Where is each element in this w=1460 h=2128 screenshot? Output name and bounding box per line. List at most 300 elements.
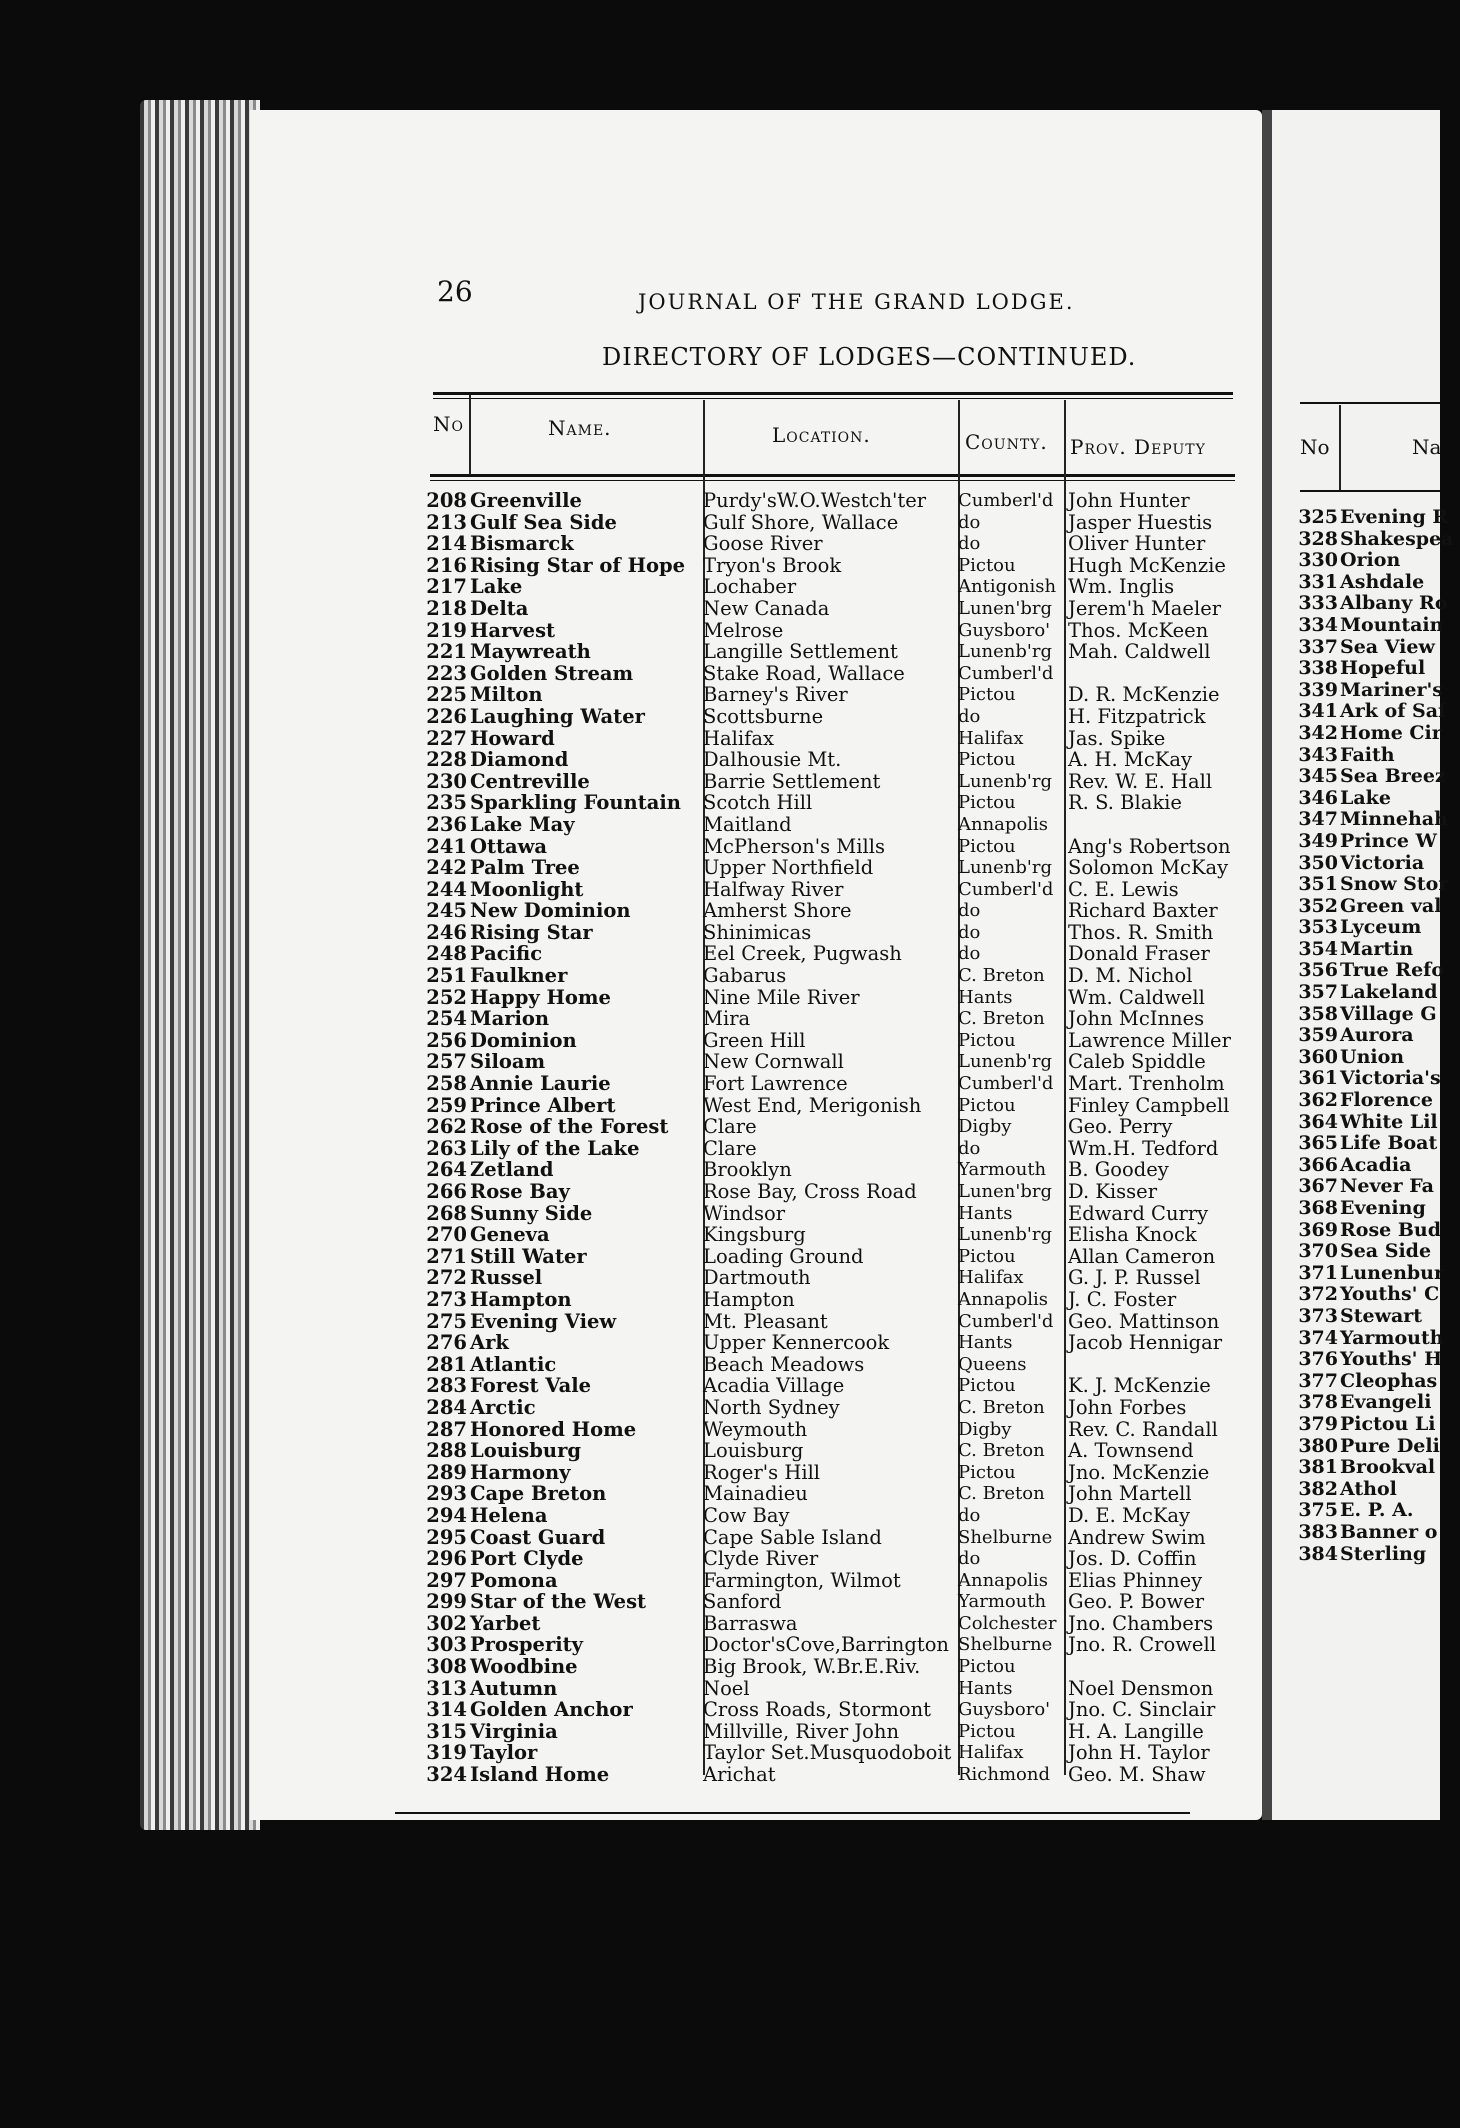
lodge-number: 252 (426, 985, 467, 1009)
lodge-deputy: Elisha Knock (1068, 1223, 1197, 1247)
lodge-county: Annapolis (958, 1569, 1049, 1591)
lodge-deputy: Andrew Swim (1068, 1525, 1206, 1549)
lodge-number: 213 (426, 510, 467, 534)
lodge-location: Barrie Settlement (703, 769, 881, 793)
right-header-rule (1300, 402, 1440, 404)
lodge-number: 226 (426, 704, 467, 728)
col-header-name: Name. (548, 416, 612, 440)
lodge-location: Acadia Village (703, 1374, 845, 1398)
lodge-number: 288 (426, 1439, 467, 1463)
header-top-rule (433, 392, 1233, 395)
right-lodge-number: 374 (1298, 1326, 1338, 1349)
right-column-no (1292, 507, 1338, 1565)
right-lodge-name: Never Fa (1340, 1175, 1434, 1198)
lodge-name: Dominion (470, 1028, 577, 1052)
right-lodge-name: Sea Side (1340, 1240, 1432, 1263)
lodge-deputy (1068, 1656, 1258, 1678)
lodge-location: Noel (703, 1676, 750, 1700)
right-col-divider (1339, 405, 1341, 490)
column-county (958, 490, 1068, 1786)
lodge-deputy: G. J. P. Russel (1068, 1266, 1201, 1290)
lodge-number: 283 (426, 1374, 467, 1398)
lodge-name: Russel (470, 1266, 543, 1290)
lodge-name: Annie Laurie (470, 1072, 611, 1096)
lodge-county: Hants (958, 986, 1013, 1008)
lodge-number: 295 (426, 1525, 467, 1549)
lodge-name: Centreville (470, 769, 590, 793)
lodge-county: Pictou (958, 1720, 1016, 1742)
lodge-number: 276 (426, 1331, 467, 1355)
right-lodge-name: Youths' H (1340, 1348, 1443, 1371)
lodge-location: Big Brook, W.Br.E.Riv. (703, 1655, 921, 1679)
lodge-name: Bismarck (470, 532, 574, 556)
lodge-name: Pomona (470, 1568, 558, 1592)
lodge-location: Cape Sable Island (703, 1525, 882, 1549)
lodge-deputy: H. Fitzpatrick (1068, 704, 1206, 728)
book-gutter (1262, 110, 1272, 1820)
lodge-county: Annapolis (958, 813, 1049, 835)
lodge-location: West End, Merigonish (703, 1093, 922, 1117)
right-lodge-number: 338 (1298, 657, 1338, 680)
lodge-name: Ark (470, 1331, 509, 1355)
lodge-deputy: D. Kisser (1068, 1180, 1158, 1203)
lodge-number: 294 (426, 1503, 467, 1527)
right-lodge-number: 346 (1298, 786, 1338, 809)
lodge-county: Annapolis (958, 1288, 1049, 1310)
lodge-deputy: Richard Baxter (1068, 899, 1218, 923)
lodge-number: 275 (426, 1309, 467, 1333)
right-lodge-name: Cleophas (1340, 1369, 1438, 1392)
right-lodge-number: 360 (1298, 1045, 1338, 1068)
right-lodge-number: 358 (1298, 1002, 1338, 1025)
right-lodge-name: Village G (1340, 1002, 1437, 1025)
lodge-location: Millville, River John (703, 1719, 900, 1743)
right-lodge-name: Rose Bud (1340, 1218, 1442, 1241)
lodge-location: Amherst Shore (703, 899, 852, 923)
lodge-location: Clare (703, 1115, 757, 1139)
lodge-location: Loading Ground (703, 1244, 864, 1268)
lodge-deputy: Donald Fraser (1068, 942, 1210, 966)
right-lodge-name: Faith (1340, 743, 1395, 766)
right-lodge-name: Youths' C (1340, 1283, 1440, 1306)
lodge-deputy: John McInnes (1068, 1007, 1205, 1031)
lodge-deputy: Lawrence Miller (1068, 1028, 1231, 1052)
lodge-county: Pictou (958, 1461, 1016, 1483)
right-lodge-number: 372 (1298, 1283, 1338, 1306)
lodge-name: Golden Stream (470, 661, 634, 685)
lodge-location: Roger's Hill (703, 1460, 821, 1484)
lodge-number: 272 (426, 1266, 467, 1290)
lodge-county: Pictou (958, 1094, 1016, 1116)
lodge-name: Moonlight (470, 877, 584, 901)
lodge-deputy: K. J. McKenzie (1068, 1374, 1211, 1398)
right-lodge-number: 334 (1298, 613, 1338, 636)
right-lodge-number: 384 (1298, 1542, 1338, 1565)
lodge-location: Arichat (703, 1763, 776, 1787)
right-lodge-name: Mariner's (1340, 678, 1443, 701)
lodge-deputy: Edward Curry (1068, 1201, 1209, 1225)
lodge-deputy: Allan Cameron (1068, 1244, 1216, 1268)
lodge-county: C. Breton (958, 1008, 1045, 1030)
lodge-name: Lake May (470, 812, 575, 836)
lodge-number: 257 (426, 1050, 467, 1074)
right-lodge-number: 341 (1298, 700, 1338, 723)
lodge-county: C. Breton (958, 1483, 1045, 1505)
lodge-deputy: H. A. Langille (1068, 1719, 1204, 1743)
lodge-county: Cumberl'd (958, 1310, 1054, 1332)
lodge-number: 246 (426, 920, 467, 944)
right-lodge-number: 331 (1298, 570, 1338, 593)
col-header-county: County. (965, 430, 1048, 454)
right-lodge-name: True Refo (1340, 959, 1445, 982)
lodge-deputy: John Hunter (1068, 489, 1190, 512)
right-lodge-number: 339 (1298, 678, 1338, 701)
lodge-name: Prosperity (470, 1633, 583, 1657)
lodge-number: 258 (426, 1072, 467, 1096)
lodge-number: 242 (426, 856, 467, 880)
lodge-name: Rising Star of Hope (470, 553, 686, 577)
lodge-name: Pacific (470, 942, 543, 966)
right-lodge-number: 369 (1298, 1218, 1338, 1241)
right-lodge-name: Aurora (1340, 1024, 1414, 1047)
right-lodge-name: Victoria (1340, 851, 1425, 874)
lodge-location: Green Hill (703, 1028, 806, 1052)
lodge-county: do (958, 921, 981, 943)
column-location (703, 490, 953, 1786)
right-lodge-name: Lake (1340, 786, 1391, 809)
lodge-county: Lunenb'rg (958, 1224, 1052, 1246)
lodge-number: 217 (426, 575, 467, 599)
lodge-location: Goose River (703, 532, 823, 556)
lodge-number: 293 (426, 1482, 467, 1506)
page-number: 26 (437, 275, 473, 308)
right-lodge-number: 325 (1298, 506, 1338, 528)
right-lodge-number: 381 (1298, 1456, 1338, 1479)
lodge-number: 241 (426, 834, 467, 858)
right-lodge-number: 359 (1298, 1024, 1338, 1047)
lodge-name: Diamond (470, 748, 569, 772)
lodge-number: 223 (426, 661, 467, 685)
lodge-name: Still Water (470, 1244, 587, 1268)
lodge-name: Howard (470, 726, 555, 750)
right-lodge-name: Athol (1340, 1477, 1397, 1500)
lodge-deputy: Oliver Hunter (1068, 532, 1206, 556)
lodge-deputy: Mah. Caldwell (1068, 640, 1211, 664)
lodge-county: Halifax (958, 1742, 1024, 1764)
lodge-name: Harmony (470, 1460, 571, 1484)
lodge-location: Clyde River (703, 1547, 819, 1571)
lodge-name: Autumn (470, 1676, 558, 1700)
lodge-deputy: D. R. McKenzie (1068, 683, 1220, 707)
right-lodge-name: Albany Ro (1340, 592, 1448, 615)
lodge-number: 313 (426, 1676, 467, 1700)
right-lodge-name: Florence (1340, 1089, 1433, 1112)
lodge-name: Yarbet (470, 1611, 541, 1635)
header-bottom-rule-thin (430, 480, 1235, 481)
lodge-number: 230 (426, 769, 467, 793)
lodge-name: New Dominion (470, 899, 631, 923)
lodge-deputy: Mart. Trenholm (1068, 1072, 1225, 1096)
right-col-header-name: Na (1412, 435, 1442, 459)
right-lodge-name: Snow Stor (1340, 873, 1449, 896)
lodge-name: Evening View (470, 1309, 617, 1333)
right-lodge-number: 365 (1298, 1132, 1338, 1155)
lodge-number: 214 (426, 532, 467, 556)
lodge-name: Harvest (470, 618, 556, 642)
lodge-deputy: Jno. C. Sinclair (1068, 1698, 1216, 1722)
lodge-county: do (958, 1548, 981, 1570)
lodge-location: Barraswa (703, 1611, 798, 1635)
lodge-county: Digby (958, 1418, 1012, 1440)
lodge-name: Island Home (470, 1763, 610, 1787)
lodge-name: Hampton (470, 1287, 572, 1311)
lodge-number: 263 (426, 1136, 467, 1160)
right-lodge-number: 380 (1298, 1434, 1338, 1457)
lodge-county: do (958, 943, 981, 965)
col-header-no: No (433, 412, 464, 436)
lodge-deputy: Jas. Spike (1068, 726, 1166, 750)
lodge-location: Halifax (703, 726, 774, 750)
lodge-number: 299 (426, 1590, 467, 1614)
lodge-name: Ottawa (470, 834, 548, 858)
right-lodge-name: Pictou Li (1340, 1412, 1436, 1435)
lodge-location: Dalhousie Mt. (703, 748, 842, 772)
lodge-county: Guysboro' (958, 1699, 1051, 1721)
lodge-county: Digby (958, 1116, 1012, 1138)
lodge-location: Weymouth (703, 1417, 808, 1441)
lodge-location: Mainadieu (703, 1482, 808, 1506)
lodge-number: 281 (426, 1352, 467, 1376)
lodge-number: 302 (426, 1611, 467, 1635)
lodge-deputy: Rev. W. E. Hall (1068, 769, 1213, 793)
right-lodge-name: Acadia (1340, 1153, 1412, 1176)
lodge-number: 236 (426, 812, 467, 836)
lodge-county: Queens (958, 1353, 1027, 1375)
right-lodge-name: Ashdale (1340, 570, 1425, 593)
lodge-deputy: Ang's Robertson (1068, 834, 1231, 858)
lodge-deputy: Wm. Inglis (1068, 575, 1175, 599)
right-lodge-number: 368 (1298, 1197, 1338, 1219)
lodge-county: Pictou (958, 1029, 1016, 1051)
lodge-name: Rose Bay (470, 1180, 570, 1203)
lodge-county: Hants (958, 1202, 1013, 1224)
lodge-county: C. Breton (958, 1396, 1045, 1418)
lodge-deputy: R. S. Blakie (1068, 791, 1182, 815)
right-lodge-number: 328 (1298, 527, 1338, 550)
lodge-number: 227 (426, 726, 467, 750)
lodge-name: Sunny Side (470, 1201, 593, 1225)
right-lodge-name: Shakespea (1340, 527, 1454, 550)
right-lodge-number: 357 (1298, 981, 1338, 1004)
right-lodge-number: 343 (1298, 743, 1338, 766)
lodge-name: Laughing Water (470, 704, 645, 728)
lodge-deputy: Rev. C. Randall (1068, 1417, 1218, 1441)
lodge-name: Prince Albert (470, 1093, 616, 1117)
lodge-number: 251 (426, 964, 467, 988)
lodge-county: Pictou (958, 749, 1016, 771)
lodge-number: 297 (426, 1568, 467, 1592)
lodge-deputy: Hugh McKenzie (1068, 553, 1226, 577)
right-lodge-number: 361 (1298, 1067, 1338, 1090)
right-lodge-name: Minnehah (1340, 808, 1448, 831)
right-lodge-number: 362 (1298, 1089, 1338, 1112)
lodge-name: Maywreath (470, 640, 591, 664)
lodge-county: Halifax (958, 1267, 1024, 1289)
right-lodge-number: 366 (1298, 1153, 1338, 1176)
lodge-county: Pictou (958, 684, 1016, 706)
lodge-name: Cape Breton (470, 1482, 607, 1506)
lodge-county: C. Breton (958, 1440, 1045, 1462)
lodge-name: Forest Vale (470, 1374, 592, 1398)
right-lodge-name: Evening (1340, 1197, 1426, 1219)
right-lodge-name: Martin (1340, 937, 1414, 960)
lodge-deputy: J. C. Foster (1068, 1287, 1177, 1311)
lodge-number: 266 (426, 1180, 467, 1203)
right-lodge-name: Sterling (1340, 1542, 1427, 1565)
lodge-deputy: Jasper Huestis (1068, 510, 1213, 534)
right-lodge-name: Sea View (1340, 635, 1435, 658)
lodge-location: Langille Settlement (703, 640, 898, 664)
running-title: JOURNAL OF THE GRAND LODGE. (638, 290, 1075, 314)
lodge-location: Eel Creek, Pugwash (703, 942, 902, 966)
lodge-number: 271 (426, 1244, 467, 1268)
right-lodge-number: 351 (1298, 873, 1338, 896)
lodge-deputy: Solomon McKay (1068, 856, 1229, 880)
lodge-county: Halifax (958, 727, 1024, 749)
lodge-number: 218 (426, 596, 467, 620)
lodge-number: 221 (426, 640, 467, 664)
lodge-name: Atlantic (470, 1352, 557, 1376)
lodge-location: Mt. Pleasant (703, 1309, 828, 1333)
lodge-location: Lochaber (703, 575, 797, 599)
lodge-county: Cumberl'd (958, 490, 1054, 511)
right-lodge-number: 330 (1298, 549, 1338, 572)
right-lodge-number: 364 (1298, 1110, 1338, 1133)
lodge-location: Cross Roads, Stormont (703, 1698, 932, 1722)
lodge-location: Mira (703, 1007, 751, 1031)
right-lodge-name: Lunenbur (1340, 1261, 1444, 1284)
lodge-name: Faulkner (470, 964, 568, 988)
lodge-number: 296 (426, 1547, 467, 1571)
lodge-location: Clare (703, 1136, 757, 1160)
right-lodge-name: Pure Deli (1340, 1434, 1440, 1457)
lodge-location: Scotch Hill (703, 791, 813, 815)
lodge-location: Rose Bay, Cross Road (703, 1180, 917, 1203)
right-lodge-name: Lyceum (1340, 916, 1422, 939)
lodge-location: Fort Lawrence (703, 1072, 848, 1096)
lodge-name: Siloam (470, 1050, 546, 1074)
lodge-number: 244 (426, 877, 467, 901)
header-bottom-rule (430, 474, 1235, 477)
col-header-deputy: Prov. Deputy (1070, 435, 1206, 459)
lodge-county: do (958, 1137, 981, 1159)
right-lodge-number: 356 (1298, 959, 1338, 982)
lodge-name: Delta (470, 596, 529, 620)
lodge-number: 248 (426, 942, 467, 966)
lodge-county: Pictou (958, 792, 1016, 814)
lodge-number: 228 (426, 748, 467, 772)
lodge-name: Gulf Sea Side (470, 510, 617, 534)
lodge-county: Lunenb'rg (958, 641, 1052, 663)
right-lodge-name: Hopeful (1340, 657, 1426, 680)
right-lodge-name: Evangeli (1340, 1391, 1432, 1414)
right-column-name (1340, 507, 1460, 1565)
lodge-location: North Sydney (703, 1395, 840, 1419)
right-lodge-number: 347 (1298, 808, 1338, 831)
lodge-deputy: Elias Phinney (1068, 1568, 1203, 1592)
lodge-name: Rising Star (470, 920, 593, 944)
lodge-county: Hants (958, 1332, 1013, 1354)
lodge-name: Happy Home (470, 985, 611, 1009)
right-lodge-number: 333 (1298, 592, 1338, 615)
lodge-location: Sanford (703, 1590, 782, 1614)
lodge-county: Pictou (958, 835, 1016, 857)
right-lodge-name: Yarmouth (1340, 1326, 1444, 1349)
right-lodge-number: 354 (1298, 937, 1338, 960)
lodge-county: Pictou (958, 554, 1016, 576)
lodge-number: 270 (426, 1223, 467, 1247)
right-lodge-number: 352 (1298, 894, 1338, 917)
lodge-county: do (958, 1504, 981, 1526)
lodge-name: Coast Guard (470, 1525, 606, 1549)
column-deputy (1068, 490, 1258, 1786)
lodge-deputy: Jno. McKenzie (1068, 1460, 1210, 1484)
lodge-number: 235 (426, 791, 467, 815)
lodge-location: Hampton (703, 1287, 795, 1311)
lodge-county: Antigonish (958, 576, 1057, 598)
right-lodge-name: Home Cir (1340, 721, 1442, 744)
lodge-number: 314 (426, 1698, 467, 1722)
lodge-deputy: Wm. Caldwell (1068, 985, 1205, 1009)
col-header-location: Location. (772, 423, 871, 447)
lodge-county: Shelburne (958, 1634, 1053, 1656)
lodge-location: Gabarus (703, 964, 787, 988)
right-lodge-number: 349 (1298, 829, 1338, 852)
lodge-deputy (1068, 1354, 1258, 1376)
lodge-location: Stake Road, Wallace (703, 661, 905, 685)
lodge-name: Port Clyde (470, 1547, 584, 1571)
right-lodge-number: 383 (1298, 1520, 1338, 1543)
right-lodge-number: 350 (1298, 851, 1338, 874)
lodge-county: do (958, 900, 981, 922)
lodge-location: New Canada (703, 596, 830, 620)
lodge-location: Melrose (703, 618, 784, 642)
lodge-number: 287 (426, 1417, 467, 1441)
lodge-name: Lake (470, 575, 523, 599)
lodge-location: New Cornwall (703, 1050, 844, 1074)
lodge-county: do (958, 533, 981, 555)
right-lodge-number: 353 (1298, 916, 1338, 939)
lodge-number: 308 (426, 1655, 467, 1679)
lodge-location: Halfway River (703, 877, 844, 901)
column-no (405, 490, 467, 1786)
right-lodge-number: 375 (1298, 1499, 1338, 1522)
right-lodge-name: Orion (1340, 549, 1401, 572)
lodge-county: Yarmouth (958, 1159, 1047, 1181)
lodge-deputy: Geo. M. Shaw (1068, 1763, 1206, 1787)
lodge-location: Kingsburg (703, 1223, 806, 1247)
col-divider-1 (469, 395, 471, 475)
right-lodge-name: Sea Breez (1340, 765, 1446, 788)
directory-subtitle: DIRECTORY OF LODGES—CONTINUED. (602, 343, 1137, 371)
lodge-number: 208 (426, 489, 467, 512)
lodge-county: Lunenb'rg (958, 857, 1052, 879)
lodge-number: 273 (426, 1287, 467, 1311)
lodge-county: Shelburne (958, 1526, 1053, 1548)
lodge-number: 324 (426, 1763, 467, 1787)
lodge-location: Shinimicas (703, 920, 812, 944)
lodge-county: do (958, 705, 981, 727)
